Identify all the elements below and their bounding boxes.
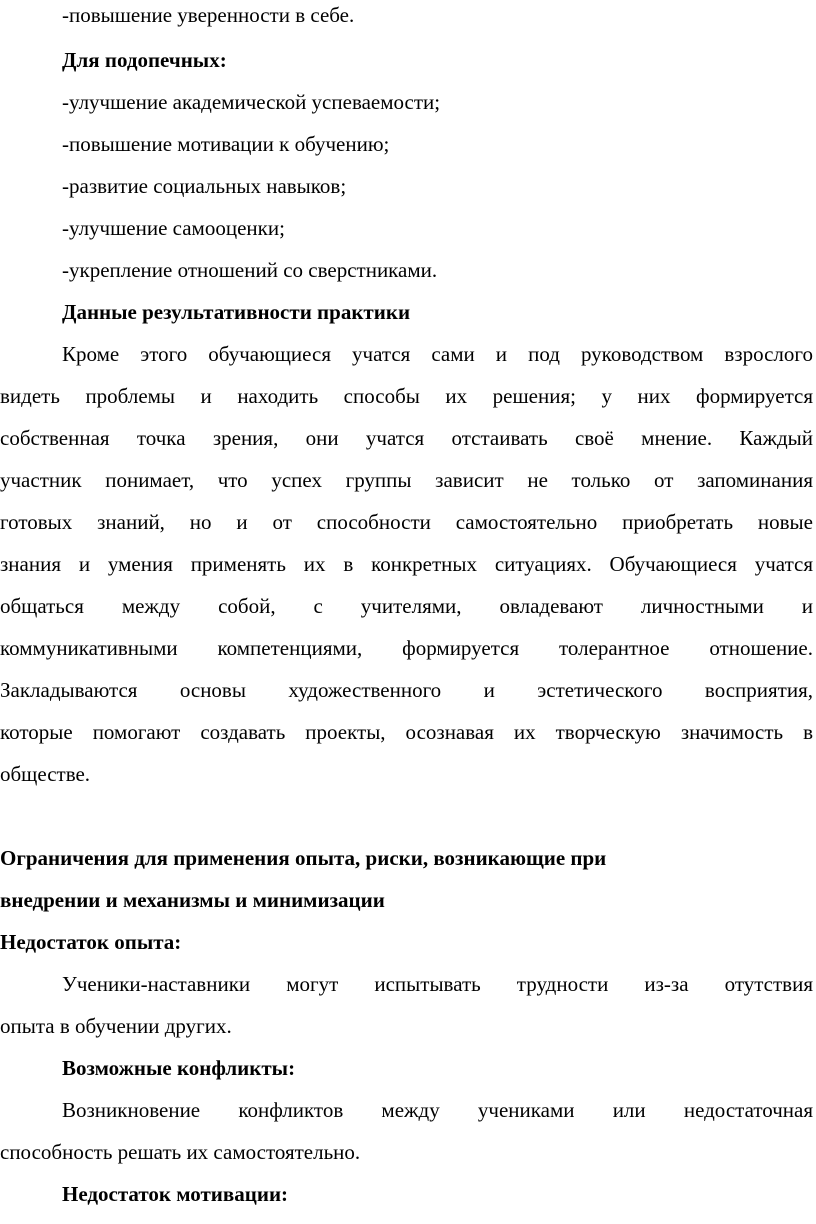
paragraph-line: Кроме этого обучающиеся учатся сами и под руководством взрослого <box>62 342 813 366</box>
paragraph-line: коммуникативными компетенциями, формируется толерантное отношение. <box>0 636 813 660</box>
list-item-confidence: -повышение уверенности в себе. <box>62 3 355 27</box>
paragraph-line: Закладываются основы художественного и эстетического восприятия, <box>0 678 813 702</box>
paragraph-line: знания и умения применять их в конкретных ситуациях. Обучающиеся учатся <box>0 552 813 576</box>
heading-results: Данные результативности практики <box>62 300 411 324</box>
paragraph-line: Ученики-наставники могут испытывать трудности из-за отутствия <box>62 972 813 996</box>
paragraph-line: опыта в обучении других. <box>0 1014 232 1038</box>
paragraph-line: способность решать их самостоятельно. <box>0 1140 361 1164</box>
paragraph-line: Возникновение конфликтов между учениками или недостаточная <box>62 1098 813 1122</box>
paragraph-line: готовых знаний, но и от способности самостоятельно приобретать новые <box>0 510 813 534</box>
list-item: -укрепление отношений со сверстниками. <box>62 258 438 282</box>
heading-conflicts: Возможные конфликты: <box>62 1056 296 1080</box>
list-item: -улучшение академической успеваемости; <box>62 90 441 114</box>
heading-for-wards: Для подопечных: <box>62 48 227 72</box>
heading-lack-of-experience: Недостаток опыта: <box>0 930 182 954</box>
list-item: -развитие социальных навыков; <box>62 174 347 198</box>
heading-limitations: Ограничения для применения опыта, риски, возникающие при <box>0 846 607 870</box>
paragraph-line: которые помогают создавать проекты, осознавая их творческую значимость в <box>0 720 813 744</box>
paragraph-line: обществе. <box>0 762 91 786</box>
heading-lack-of-motivation: Недостаток мотивации: <box>62 1182 289 1206</box>
paragraph-line: общаться между собой, с учителями, овладевают личностными и <box>0 594 813 618</box>
heading-limitations-cont: внедрении и механизмы и минимизации <box>0 888 385 912</box>
paragraph-line: видеть проблемы и находить способы их решения; у них формируется <box>0 384 813 408</box>
list-item: -улучшение самооценки; <box>62 216 285 240</box>
paragraph-line: участник понимает, что успех группы зависит не только от запоминания <box>0 468 813 492</box>
list-item: -повышение мотивации к обучению; <box>62 132 390 156</box>
paragraph-line: собственная точка зрения, они учатся отстаивать своё мнение. Каждый <box>0 426 813 450</box>
